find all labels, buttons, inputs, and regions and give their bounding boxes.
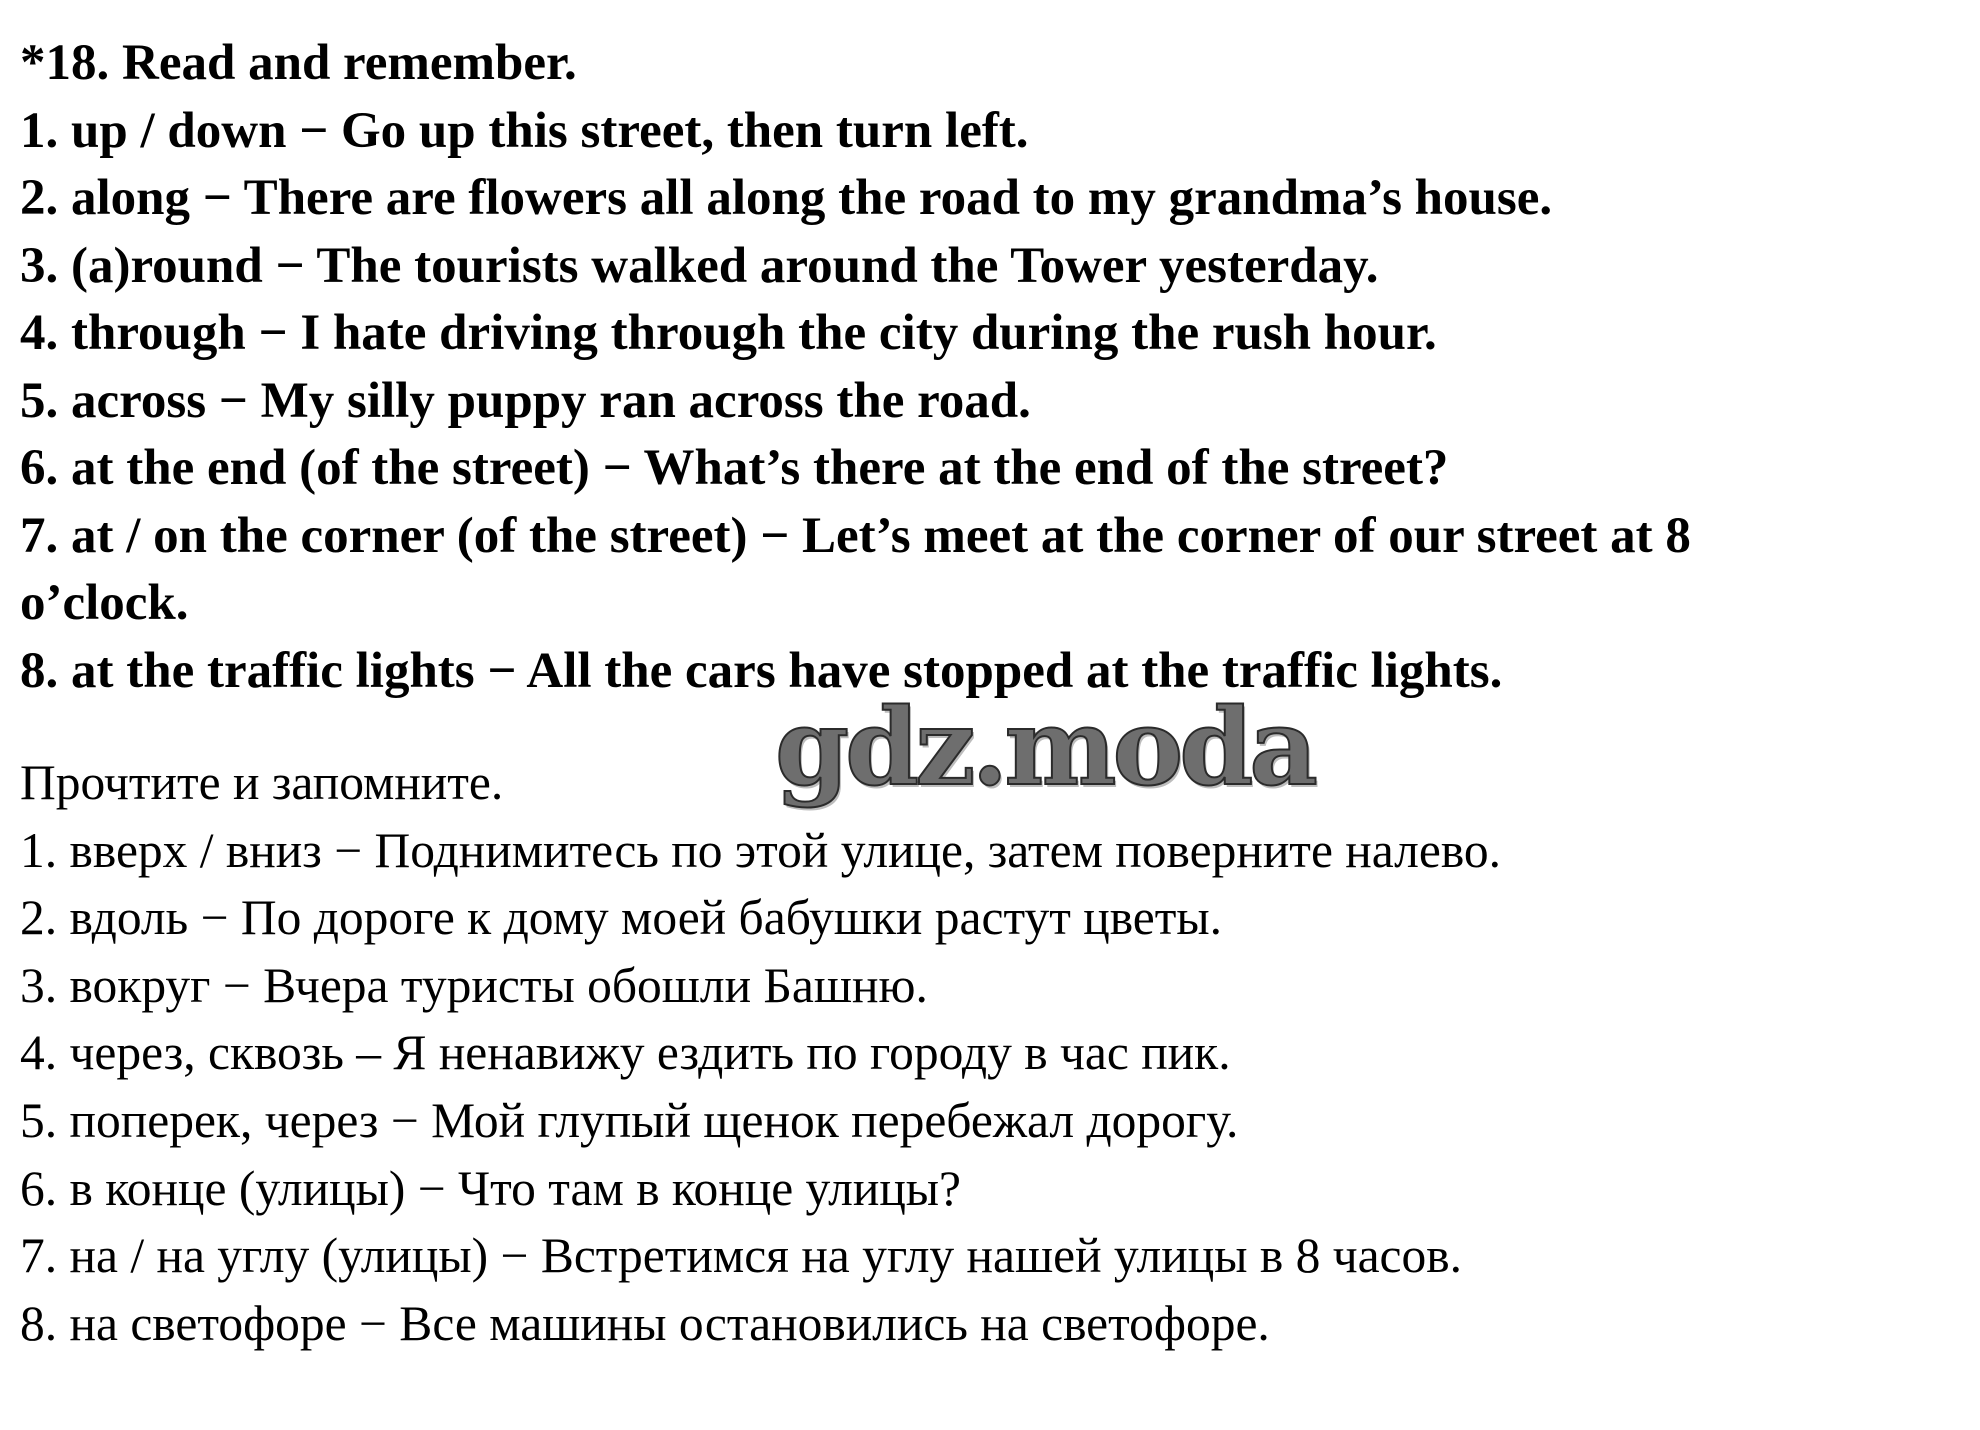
russian-item-7: 7. на / на углу (улицы) − Встретимся на углу нашей улицы в 8 часов.: [20, 1228, 1463, 1284]
exercise-heading: *18. Read and remember.: [20, 35, 577, 91]
english-item-7: 7. at / on the corner (of the street) − Let’s meet at the corner of our street at 8: [20, 507, 1691, 564]
english-item-7-continued: o’clock.: [20, 575, 189, 631]
english-item-1: 1. up / down − Go up this street, then turn left.: [20, 102, 1029, 159]
english-item-5: 5. across − My silly puppy ran across the road.: [20, 372, 1031, 429]
russian-item-1: 1. вверх / вниз − Поднимитесь по этой улице, затем поверните налево.: [20, 822, 1502, 878]
watermark-logo: gdz.moda: [775, 684, 1314, 809]
english-item-4: 4. through − I hate driving through the city during the rush hour.: [20, 305, 1437, 361]
english-item-8: 8. at the traffic lights − All the cars have stopped at the traffic lights.: [20, 642, 1503, 699]
russian-section: [20, 749, 1970, 1357]
english-item-6: 6. at the end (of the street) − What’s there at the end of the street?: [20, 440, 1449, 496]
russian-item-6: 6. в конце (улицы) − Что там в конце улицы?: [20, 1160, 962, 1216]
russian-item-3: 3. вокруг − Вчера туристы обошли Башню.: [20, 957, 928, 1013]
english-item-2: 2. along − There are flowers all along the road to my grandma’s house.: [20, 170, 1553, 226]
russian-item-2: 2. вдоль − По дороге к дому моей бабушки растут цветы.: [20, 890, 1223, 946]
english-item-3: 3. (a)round − The tourists walked around the Tower yesterday.: [20, 237, 1379, 294]
russian-item-4: 4. через, сквозь – Я ненавижу ездить по городу в час пик.: [20, 1025, 1231, 1081]
russian-heading: Прочтите и запомните.: [20, 755, 504, 810]
english-section: [20, 30, 1970, 705]
russian-item-8: 8. на светофоре − Все машины остановились на светофоре.: [20, 1295, 1270, 1351]
russian-item-5: 5. поперек, через − Мой глупый щенок перебежал дорогу.: [20, 1092, 1239, 1148]
